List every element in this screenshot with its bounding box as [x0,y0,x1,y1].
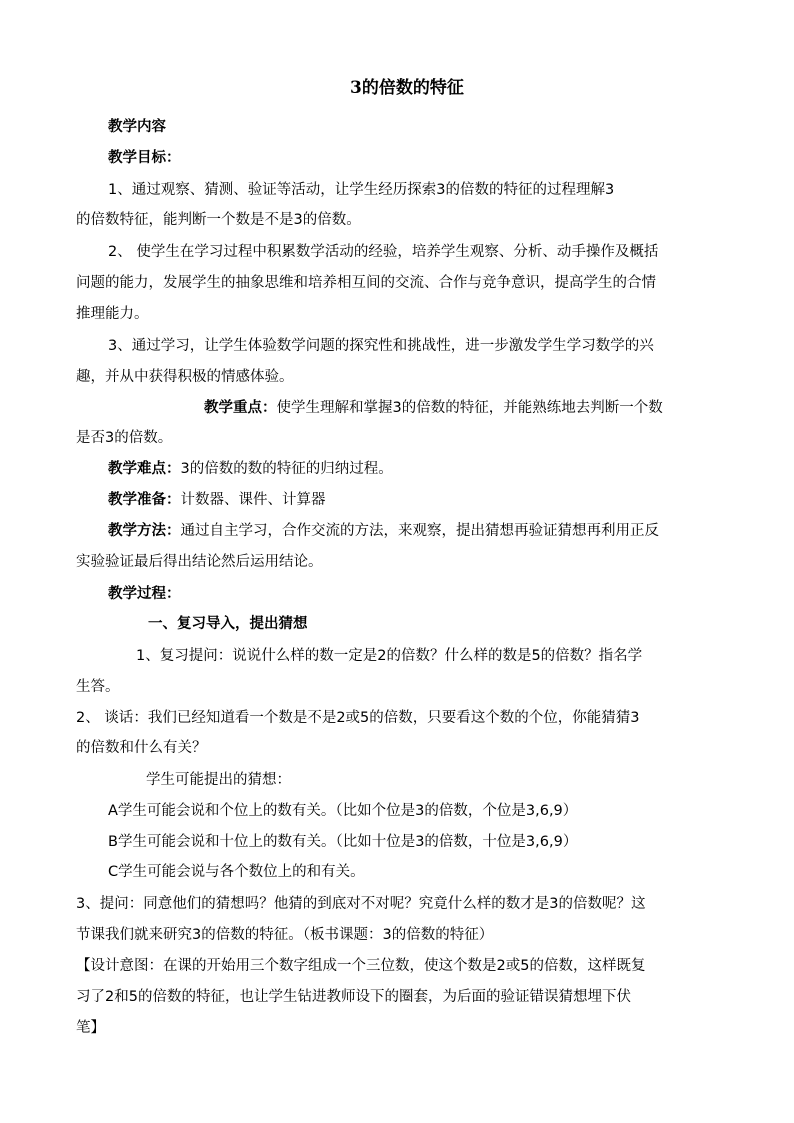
doc-title: 3的倍数的特征 [350,78,464,98]
difficulty-label: 教学难点： [108,461,181,477]
process-label: 教学过程： [108,586,181,602]
key-point-label: 教学重点： [204,400,277,416]
goal-3-line-2: 趣，并从中获得积极的情感体验。 [76,369,294,385]
guess-intro: 学生可能提出的猜想： [146,772,291,788]
key-point-line-1 [204,398,663,418]
guess-b: B学生可能会说和十位上的数有关。（比如十位是3的倍数，十位是3,6,9） [108,834,578,850]
preparation-line [108,490,326,510]
goal-1-line-2: 的倍数特征，能判断一个数是不是3的倍数。 [76,212,361,228]
key-point-text: 使学生理解和掌握3的倍数的特征，并能熟练地去判断一个数 [276,400,663,416]
method-text: 通过自主学习，合作交流的方法，来观察，提出猜想再验证猜想再利用正反 [180,523,659,539]
goal-2-line-3: 推理能力。 [76,306,149,322]
design-intent-line-2: 习了2和5的倍数的特征，也让学生钻进教师设下的圈套，为后面的验证错误猜想埋下伏 [76,989,631,1005]
preparation-text: 计数器、课件、计算器 [180,492,326,508]
review-line-2: 生答。 [76,679,120,695]
question-line-2: 节课我们就来研究3的倍数的特征。（板书课题：3的倍数的特征） [76,927,494,943]
preparation-label: 教学准备： [108,492,181,508]
method-label: 教学方法： [108,523,181,539]
talk-line-1: 2、 谈话：我们已经知道看一个数是不是2或5的倍数，只要看这个数的个位，你能猜猜3 [76,710,640,726]
talk-line-2: 的倍数和什么有关？ [76,740,207,756]
difficulty-line [108,459,393,479]
review-line-1: 1、复习提问：说说什么样的数一定是2的倍数？什么样的数是5的倍数？指名学 [136,648,643,664]
method-line-1 [108,521,659,541]
guess-c: C学生可能会说与各个数位上的和有关。 [108,864,365,880]
method-line-2: 实验验证最后得出结论然后运用结论。 [76,554,323,570]
key-point-line-2: 是否3的倍数。 [76,430,173,446]
content-label: 教学内容 [108,119,166,135]
goals-label: 教学目标： [108,150,181,166]
question-line-1: 3、提问：同意他们的猜想吗？他猜的到底对不对呢？究竟什么样的数才是3的倍数呢？这 [76,896,646,912]
goal-2-line-2: 问题的能力，发展学生的抽象思维和培养相互间的交流、合作与竞争意识，提高学生的合情 [76,275,656,291]
section-1-heading: 一、复习导入，提出猜想 [148,616,308,632]
guess-a: A学生可能会说和个位上的数有关。（比如个位是3的倍数，个位是3,6,9） [108,803,578,819]
difficulty-text: 3的倍数的数的特征的归纳过程。 [180,461,393,477]
design-intent-line-3: 笔】 [76,1020,105,1036]
goal-3-line-1: 3、通过学习，让学生体验数学问题的探究性和挑战性，进一步激发学生学习数学的兴 [108,338,654,354]
goal-1-line-1: 1、通过观察、猜测、验证等活动，让学生经历探索3的倍数的特征的过程理解3 [108,182,615,198]
goal-2-line-1: 2、 使学生在学习过程中积累数学活动的经验，培养学生观察、分析、动手操作及概括 [108,244,659,260]
design-intent-line-1: 【设计意图：在课的开始用三个数字组成一个三位数，使这个数是2或5的倍数，这样既复 [76,958,646,974]
